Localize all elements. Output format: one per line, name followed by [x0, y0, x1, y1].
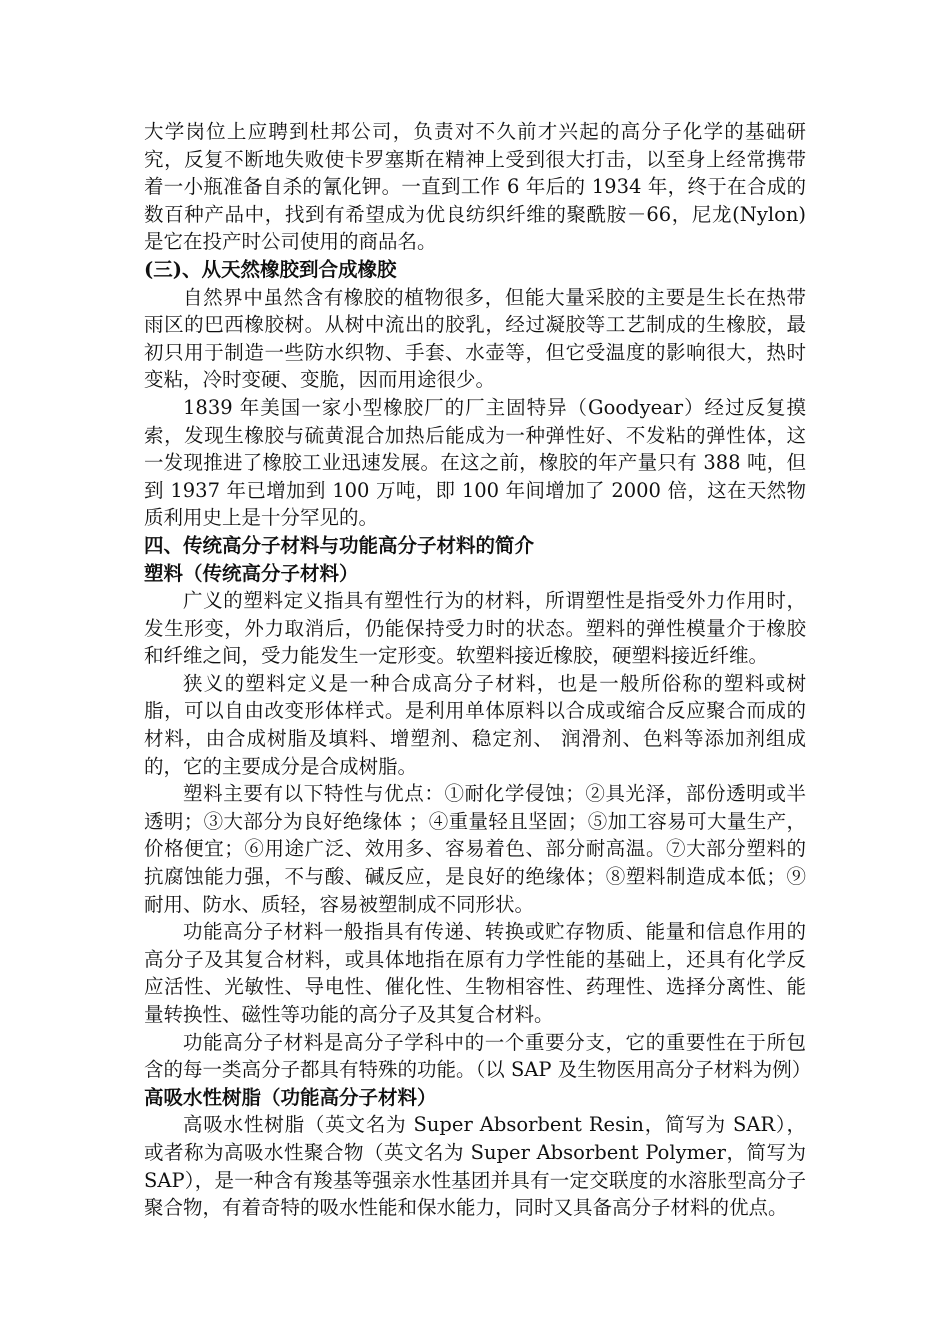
section-heading-polymer-materials: 四、传统高分子材料与功能高分子材料的简介 [144, 533, 535, 557]
paragraph-natural-rubber: 自然界中虽然含有橡胶的植物很多，但能大量采胶的主要是生长在热带雨区的巴西橡胶树。从树中流出的胶乳，经过凝胶等工艺制成的生橡胶，最初只用于制造一些防水织物、手套、水壶等，但它受温度的影响很大，热时变粘，冷时变硬、变脆，因而用途很少。 [144, 285, 806, 392]
paragraph-plastics-properties: 塑料主要有以下特性与优点：①耐化学侵蚀；②具光泽，部份透明或半透明；③大部分为良好绝缘体 ；④重量轻且坚固；⑤加工容易可大量生产，价格便宜；⑥用途广泛、效用多、容易着色、部分耐高温。⑦大部分塑料的抗腐蚀能力强，不与酸、碱反应，是良好的绝缘体；⑧塑料制造成本低；⑨耐用、防水、质轻，容易被塑制成不同形状。 [144, 782, 806, 916]
paragraph-functional-polymer-importance: 功能高分子材料是高分子学科中的一个重要分支，它的重要性在于所包含的每一类高分子都具有特殊的功能。（以 SAP 及生物医用高分子材料为例） [144, 1030, 812, 1082]
heading-superabsorbent-resin: 高吸水性树脂（功能高分子材料） [144, 1085, 437, 1109]
paragraph-plastics-broad-definition: 广义的塑料定义指具有塑性行为的材料，所谓塑性是指受外力作用时，发生形变，外力取消后，仍能保持受力时的状态。塑料的弹性模量介于橡胶和纤维之间，受力能发生一定形变。软塑料接近橡胶，硬塑料接近纤维。 [144, 589, 806, 668]
paragraph-carothers-nylon: 大学岗位上应聘到杜邦公司，负责对不久前才兴起的高分子化学的基础研究，反复不断地失败使卡罗塞斯在精神上受到很大打击，以至身上经常携带着一小瓶准备自杀的氰化钾。一直到工作 6 年后的 1934 年，终于在合成的数百种产品中，找到有希望成为优良纺织纤维的聚酰胺－66，尼龙(Nylon)是它在投产时公司使用的商品名。 [144, 120, 806, 254]
paragraph-plastics-narrow-definition: 狭义的塑料定义是一种合成高分子材料，也是一般所俗称的塑料或树脂，可以自由改变形体样式。是利用单体原料以合成或缩合反应聚合而成的材料，由合成树脂及填料、增塑剂、稳定剂、 润滑剂、色料等添加剂组成的，它的主要成分是合成树脂。 [144, 671, 806, 778]
paragraph-functional-polymer-definition: 功能高分子材料一般指具有传递、转换或贮存物质、能量和信息作用的高分子及其复合材料，或具体地指在原有力学性能的基础上，还具有化学反应活性、光敏性、导电性、催化性、生物相容性、药理性、选择分离性、能量转换性、磁性等功能的高分子及其复合材料。 [144, 920, 806, 1026]
document-body [144, 118, 812, 1222]
paragraph-goodyear: 1839 年美国一家小型橡胶厂的厂主固特异（Goodyear）经过反复摸索，发现生橡胶与硫黄混合加热后能成为一种弹性好、不发粘的弹性体，这一发现推进了橡胶工业迅速发展。在这之前，橡胶的年产量只有 388 吨，但到 1937 年已增加到 100 万吨，即 100 年间增加了 2000 倍，这在天然物质利用史上是十分罕见的。 [144, 395, 806, 530]
paragraph-superabsorbent-resin: 高吸水性树脂（英文名为 Super Absorbent Resin，简写为 SAR）， 或者称为高吸水性聚合物（英文名为 Super Absorbent Polymer，简写为 SAP），是一种含有羧基等强亲水性基团并具有一定交联度的水溶胀型高分子聚合物，有着奇特的吸水性能和保水能力，同时又具备高分子材料的优点。 [144, 1113, 806, 1220]
subheading-rubber: (三)、从天然橡胶到合成橡胶 [144, 257, 397, 281]
heading-plastics: 塑料（传统高分子材料） [144, 561, 359, 585]
